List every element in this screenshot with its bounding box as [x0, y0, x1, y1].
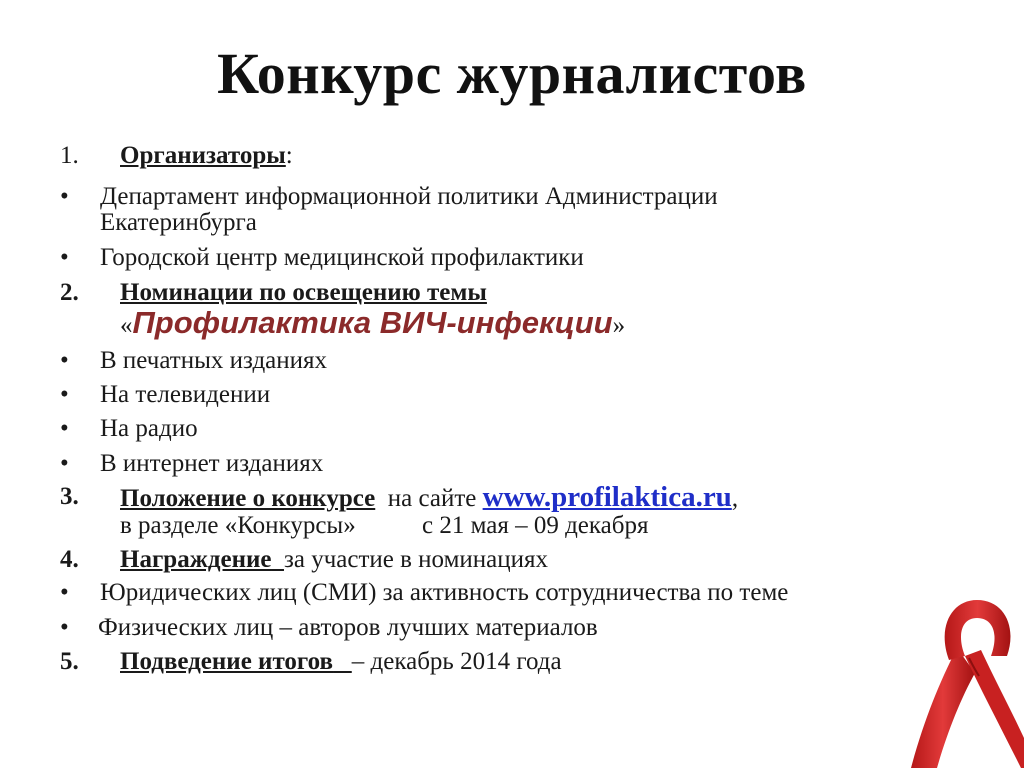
organizers-heading: Организаторы: [120, 142, 286, 169]
nomination-radio: На радио: [100, 415, 198, 442]
awards-heading: Награждение: [120, 546, 272, 573]
organizer-1: Департамент информационной политики Администрации: [100, 183, 718, 210]
list-number: 2.: [60, 279, 79, 306]
organizer-2: Городской центр медицинской профилактики: [100, 244, 584, 271]
rules-section-ref: в разделе «Конкурсы»: [120, 512, 356, 539]
quote-close: »: [612, 312, 626, 339]
on-site-text: на сайте: [387, 485, 477, 512]
slide-title: Конкурс журналистов: [217, 41, 807, 106]
bullet-icon: •: [60, 347, 69, 374]
award-individual: Физических лиц – авторов лучших материалов: [98, 614, 598, 641]
bullet-icon: •: [60, 244, 69, 271]
comma: ,: [731, 485, 739, 512]
award-legal: Юридических лиц (СМИ) за активность сотрудничества по теме: [100, 579, 789, 606]
bullet-icon: •: [60, 579, 69, 606]
rules-heading: Положение о конкурсе: [120, 485, 376, 512]
nomination-internet: В интернет изданиях: [100, 450, 324, 477]
bullet-icon: •: [60, 415, 69, 442]
list-number: 1.: [60, 142, 79, 169]
results-text: – декабрь 2014 года: [351, 648, 562, 675]
bullet-icon: •: [60, 450, 69, 477]
organizer-1-cont: Екатеринбурга: [100, 209, 257, 236]
colon: :: [285, 142, 293, 169]
list-number: 3.: [60, 483, 79, 510]
site-link[interactable]: www.profilaktica.ru: [482, 481, 732, 513]
topic-text: Профилактика ВИЧ-инфекции: [132, 305, 613, 340]
red-ribbon-icon: [909, 598, 1024, 768]
list-number: 4.: [60, 546, 79, 573]
bullet-icon: •: [60, 183, 69, 210]
list-number: 5.: [60, 648, 79, 675]
results-heading: Подведение итогов: [120, 648, 334, 675]
nomination-print: В печатных изданиях: [100, 347, 328, 374]
bullet-icon: •: [60, 381, 69, 408]
bullet-icon: •: [60, 614, 69, 641]
awards-text: за участие в номинациях: [283, 546, 549, 573]
rules-dates: с 21 мая – 09 декабря: [422, 512, 649, 539]
nominations-heading: Номинации по освещению темы: [120, 279, 487, 306]
nomination-tv: На телевидении: [100, 381, 271, 408]
quote-open: «: [120, 312, 133, 339]
